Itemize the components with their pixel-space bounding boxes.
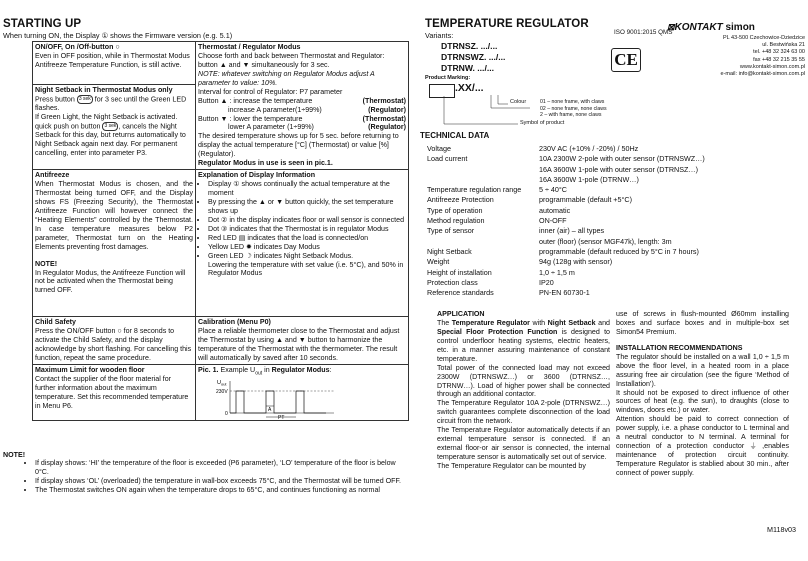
- button-up-line1: Button ▲ : increase the temperature: [198, 96, 313, 105]
- address-line: PL 43-500 Czechowice-Dziedzice: [722, 35, 805, 41]
- button-up-line2: increase A parameter(1÷99%): [228, 105, 322, 114]
- tech-row: Reference standards PN-EN 60730-1: [427, 288, 590, 298]
- button-3sek-icon: 3 sek: [78, 95, 91, 102]
- application-title: APPLICATION: [437, 310, 485, 318]
- display-info-item: • Dot ③ indicates that the Thermostat is in regulator Modus: [208, 225, 406, 234]
- marking-code: .XX/...: [455, 82, 484, 94]
- tech-row: 16A 3600W 1-pole with outer sensor (DTRNSZ…): [539, 164, 698, 174]
- instructions-table: [32, 41, 409, 421]
- calibration-title: Calibration (Menu P0): [198, 318, 271, 327]
- thermostat-p3: The desired temperature shows up for 5 sec. before returning to display the actual temperature [°C] (Thermostat) or value [%] (Regulator).: [198, 132, 399, 159]
- company-address: [660, 35, 805, 78]
- display-info-list: [198, 180, 406, 278]
- tech-row: Night Setback programmable (default reduced by 5°C in 7 hours): [427, 246, 699, 256]
- address-line: fax +48 32 215 35 55: [753, 56, 805, 63]
- antifreeze-note-title: NOTE!: [35, 259, 58, 268]
- application-p3: The Temperature Regulator 10A 2-pole (DTRNSWZ…) switch guarantees complete disconnection of the load circuit from the network.: [437, 399, 610, 426]
- antifreeze-title: Antifreeze: [35, 171, 70, 180]
- product-title: TEMPERATURE REGULATOR: [425, 18, 589, 30]
- installation-p2: The regulator should be installed on a wall 1,0 ÷ 1,5 m above the floor level, in a heated room in a place assuring free air circulation (see the figure ‘Method of Installation’).: [616, 352, 789, 388]
- variants-list: [441, 41, 505, 74]
- installation-p1: use of screws in flush-mounted Ø60mm installing boxes and surface boxes and in multiple-box set Simon54 Premium.: [616, 310, 789, 336]
- tech-row: 16A 3600W 1-pole (DTRNW…): [539, 174, 639, 184]
- variants-label: Variants:: [425, 31, 454, 40]
- tech-row: outer (floor) (sensor MGF47k), length: 3m: [539, 236, 672, 246]
- antifreeze-text: When Thermostat Modus is chosen, and the Thermostat being turned OFF, and the Display shows FS (Freezing Security), the Thermostat Antifreeze Function will however connect the “Heating Elements” controlled by the Thermostat. In case temperature measures below P2 parameter, Thermostat turn on the Heating Elements preventing frost damages.: [35, 180, 193, 251]
- button-down-line2: lower A parameter (1÷99%): [228, 123, 314, 132]
- label-pt: PT: [278, 414, 285, 419]
- frame-item: 2 – with frame, none claws: [540, 112, 602, 118]
- display-info-item: • Display ① shows continually the actual temperature at the moment: [208, 180, 406, 198]
- cell-pic1: [196, 364, 409, 420]
- button-3sek-icon: 3 sek: [104, 123, 117, 130]
- night-setback-p2: If Green Light, the Night Setback is activated. quick push on button 3 sek , cancels the Night Setback for this day, but returns automatically to Night Setback again next day. For permanent cancelling, enter into parameter P3.: [35, 113, 186, 158]
- pic1-title: Pic. 1. Example $U_{out}$ in Regulator Modus:: [198, 365, 332, 377]
- tech-row: Antifreeze Protection programmable (default +5°C): [427, 195, 632, 205]
- address-line: www.kontakt-simon.com.pl: [739, 63, 805, 70]
- frame-item: 02 – none frame, none claws: [540, 105, 607, 112]
- uout-waveform-diagram: [216, 377, 336, 419]
- iso-label: ISO 9001:2015 QMS: [614, 29, 673, 36]
- max-limit-text: Contact the supplier of the floor material for further information about the maximum temperature. Set this recommended temperature in Menu P6.: [35, 374, 189, 410]
- antifreeze-note: In Regulator Modus, the Antifreeze Function will not be activated when the Thermostat being turned OFF.: [35, 268, 186, 295]
- marking-frames: [540, 99, 607, 119]
- variant-item: DTRNSWZ. .../...: [441, 52, 506, 62]
- tech-row: Temperature regulation range 5 ÷ 40°C: [427, 185, 567, 195]
- marking-symbol: Symbol of product: [520, 120, 565, 126]
- variant-item: DTRNW. .../...: [441, 63, 494, 73]
- tech-data-table: [427, 144, 705, 298]
- installation-p4: Attention should be paid to correct connection of power supply, i.e. a phase conductor to L terminal and a neutral conductor to N terminal. A terminal for connection of a protection conductor ⏚ ,enables maintenance of protection circuit continuity. Temperature Regulator is stablied about 30 min., after connect of power supply.: [616, 415, 789, 477]
- brand-logo: ⊠KONTAKT simon: [667, 22, 755, 33]
- notes-list: [25, 459, 410, 495]
- application-p1: The Temperature Regulator with Night Setback and Special Floor Protection Function is designed to control underfloor heating systems, electric heaters, etc. in a manner assuring maintenance of constant temperature.: [437, 318, 610, 363]
- night-setback-title: Night Setback in Thermostat Modus only: [35, 86, 173, 94]
- display-info-item: • Red LED ▤ indicates that the load is connected/on: [208, 234, 406, 243]
- tech-row: Type of sensor inner (air) – all types: [427, 226, 605, 236]
- thermostat-tag: (Thermostat): [362, 96, 406, 105]
- marking-label: Product Marking:: [425, 75, 471, 81]
- value-230v: 230V: [216, 388, 228, 395]
- regulator-tag: (Regulator): [368, 105, 406, 114]
- display-info-item: • Green LED ☽ indicates Night Setback Modus.: [208, 252, 406, 261]
- installation-section: [616, 310, 789, 478]
- thermostat-p4: Regulator Modus in use is seen in pic.1.: [198, 159, 333, 168]
- installation-title: INSTALLATION RECOMMENDATIONS: [616, 343, 743, 352]
- application-p4: The Temperature Regulator automatically detects if an external temperature sensor is connected. If an external floor-or air sensor is connected, the internal temperature sensor is automatically set out of service.: [437, 426, 610, 461]
- logo-icon: ⊠: [667, 22, 675, 32]
- child-safety-text: Press the ON/OFF button ○ for 8 seconds to activate the Child Safety, and the display acknowledge by short flashing. For cancelling this function, repeat the same procedure.: [35, 327, 192, 362]
- cell-child-safety: [33, 317, 196, 365]
- cell-calibration: [196, 317, 409, 365]
- cell-display-info: [196, 170, 409, 317]
- address-line: ul. Bestwińska 21: [762, 42, 805, 49]
- ce-mark: CE: [611, 48, 641, 72]
- night-setback-p1: Press button 3 sek for 3 sec until the Green LED flashes.: [35, 95, 187, 113]
- button-down-line1: Button ▼ : lower the temperature: [198, 114, 303, 123]
- child-safety-title: Child Safety: [35, 318, 76, 327]
- onoff-text: Even in OFF position, while in Thermostat Modus Antifreeze Temperature Function, is still active.: [35, 51, 190, 69]
- onoff-title: ON/OFF, On /Off-button ○: [35, 43, 120, 51]
- thermostat-p2: Interval for control of Regulator: P7 parameter: [198, 87, 343, 96]
- calibration-text: Place a reliable thermometer close to the Thermostat and adjust the Thermostat by using ▲ and ▼ button to harmonize the temperature of the Thermostat with the thermometer. The result will automatically by saved after 10 seconds.: [198, 327, 400, 362]
- application-p2: Total power of the connected load may not exceed 2300W (DTRNSWZ…) or 3600 (DTRNSZ…, DTRNW…). Load of higher power shall be connected through an additional contactor.: [437, 363, 610, 399]
- intro-text: When turning ON, the Display ① shows the Firmware version (e.g. 5.1): [3, 31, 233, 40]
- tech-row: Type of operation automatic: [427, 205, 571, 215]
- max-limit-title: Maximum Limit for wooden floor: [35, 365, 145, 374]
- value-0: 0: [225, 410, 228, 417]
- label-a: A: [268, 406, 272, 413]
- tech-row: Height of installation 1,0 ÷ 1,5 m: [427, 267, 575, 277]
- tech-row: Protection class IP20: [427, 277, 554, 287]
- thermostat-note: NOTE: whatever switching on Regulator Modus adjust A parameter to value: 10%.: [198, 69, 375, 87]
- thermostat-title: Thermostat / Regulator Modus: [198, 43, 301, 51]
- note-item: • The Thermostat switches ON again when the temperature drops to 65°C, and continues functioning as normal: [35, 486, 410, 495]
- tech-row: Load current 10A 2300W 2-pole with outer sensor (DTRNSWZ…): [427, 154, 705, 164]
- thermostat-p1: Choose forth and back between Thermostat and Regulator: button ▲ and ▼ simultaneously for 3 sec.: [198, 51, 385, 69]
- installation-p3: It should not be exposed to direct influence of other sources of heat (e.g. the sun), to draughts (close to windows, doors etc.) or water.: [616, 388, 789, 415]
- frame-item: 01 – none frame, with claws: [540, 99, 605, 105]
- cell-thermostat-regulator: [196, 42, 409, 170]
- address-line: e-mail: info@kontakt-simon.com.pl: [720, 71, 805, 78]
- display-info-item: Lowering the temperature with set value (i.e. 5°C), and 50% in Regulator Modus: [208, 260, 404, 278]
- display-info-title: Explanation of Display Information: [198, 171, 316, 180]
- note-item: • If display shows ‘OL’ (overloaded) the temperature in wall-box exceeds 75°C, and the Thermostat will be turned OFF.: [35, 477, 410, 486]
- page-title-starting-up: STARTING UP: [3, 18, 82, 30]
- tech-data-title: TECHNICAL DATA: [420, 131, 490, 140]
- tech-row: Weight 94g (128g with sensor): [427, 257, 613, 267]
- note-item: • If display shows: ‘HI’ the temperature of the floor is exceeded (P6 parameter), ‘LO’ temperature of the floor is below 0°C.: [35, 459, 410, 477]
- thermostat-tag: (Thermostat): [362, 114, 406, 123]
- cell-max-limit: [33, 364, 196, 420]
- regulator-tag: (Regulator): [368, 123, 406, 132]
- marking-colour: Colour: [510, 99, 527, 105]
- display-info-item: • Yellow LED ✹ indicates Day Modus: [208, 243, 406, 252]
- display-info-item: • Dot ② in the display indicates floor or wall sensor is connected: [208, 216, 406, 225]
- variant-item: DTRNSZ. .../...: [441, 41, 498, 51]
- address-line: tel. +48 32 324 63 00: [753, 49, 805, 56]
- pulse-waveform: [230, 391, 326, 413]
- tech-row: Voltage 230V AC (+10% / -20%) / 50Hz: [427, 144, 639, 153]
- display-info-item: • By pressing the ▲ or ▼ button quickly, the set temperature shows up: [208, 198, 406, 216]
- cell-onoff-night: [33, 42, 196, 170]
- application-section: [437, 310, 610, 471]
- axis-u-label: $U_{out}$: [217, 379, 227, 387]
- document-code: M118v03: [767, 525, 797, 534]
- notes-title: NOTE!: [3, 451, 26, 459]
- tech-row: Method regulation ON-OFF: [427, 216, 567, 226]
- application-p5: The Temperature Regulator can be mounted by: [437, 461, 586, 470]
- cell-antifreeze: [33, 170, 196, 317]
